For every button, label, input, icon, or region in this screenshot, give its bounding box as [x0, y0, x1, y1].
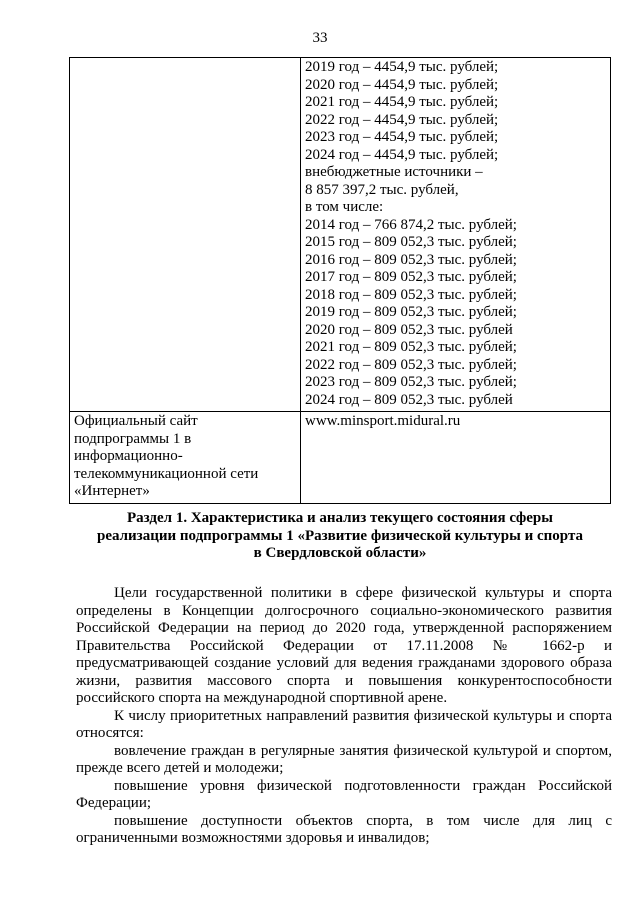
funding-line: 2020 год – 4454,9 тыс. рублей;	[305, 76, 499, 93]
funding-line: 2024 год – 4454,9 тыс. рублей;	[305, 146, 499, 163]
table-row	[70, 58, 611, 412]
section-heading-line: в Свердловской области»	[253, 545, 427, 561]
funding-line: 2015 год – 809 052,3 тыс. рублей;	[305, 234, 517, 250]
funding-line: 2019 год – 4454,9 тыс. рублей;	[305, 59, 499, 75]
paragraph: Цели государственной политики в сфере физической культуры и спорта определены в Концепции долгосрочного социально-экономического развития Российской Федерации на период до 2020 года, утвержденной распоряжением Правительства Российской Федерации от 17.11.2008 № 1662-р и предусматривающей создание условий для ведения гражданами здорового образа жизни, развития массового спорта и повышения конкурентоспособности российского спорта на международной спортивной арене.	[76, 585, 612, 706]
table-cell-empty	[70, 58, 301, 412]
funding-line: внебюджетные источники –	[305, 164, 483, 180]
section-heading	[70, 510, 610, 563]
website-label-line: телекоммуникационной сети	[74, 465, 259, 482]
table-row	[70, 412, 611, 504]
funding-line: 2019 год – 809 052,3 тыс. рублей;	[305, 304, 517, 320]
paragraph: вовлечение граждан в регулярные занятия физической культурой и спортом, прежде всего детей и молодежи;	[76, 742, 612, 776]
section-heading-line: Раздел 1. Характеристика и анализ текущего состояния сферы	[127, 510, 553, 526]
funding-line: 2020 год – 809 052,3 тыс. рублей	[305, 321, 513, 338]
website-label-line: подпрограммы 1 в	[74, 430, 192, 447]
funding-line: 2022 год – 809 052,3 тыс. рублей;	[305, 356, 517, 373]
body-text	[76, 585, 612, 848]
page-number: 33	[312, 30, 328, 46]
funding-line: 2021 год – 4454,9 тыс. рублей;	[305, 94, 499, 110]
website-url: www.minsport.midural.ru	[305, 413, 461, 429]
funding-line: 2021 год – 809 052,3 тыс. рублей;	[305, 339, 517, 355]
website-url-cell	[301, 412, 611, 504]
funding-amounts-cell	[301, 58, 611, 412]
funding-line: 2024 год – 809 052,3 тыс. рублей	[305, 391, 513, 408]
funding-table	[69, 57, 611, 504]
funding-line: 2014 год – 766 874,2 тыс. рублей;	[305, 216, 517, 233]
funding-line: 2023 год – 809 052,3 тыс. рублей;	[305, 374, 517, 390]
paragraph: повышение доступности объектов спорта, в том числе для лиц с ограниченными возможностями здоровья и инвалидов;	[76, 812, 612, 846]
website-label-cell	[70, 412, 301, 504]
funding-line: в том числе:	[305, 199, 384, 215]
funding-line: 2017 год – 809 052,3 тыс. рублей;	[305, 269, 517, 285]
website-label-line: информационно-	[74, 448, 183, 464]
paragraph: К числу приоритетных направлений развития физической культуры и спорта относятся:	[76, 707, 612, 741]
funding-line: 2022 год – 4454,9 тыс. рублей;	[305, 111, 499, 128]
paragraph: повышение уровня физической подготовленности граждан Российской Федерации;	[76, 777, 612, 811]
funding-line: 2018 год – 809 052,3 тыс. рублей;	[305, 286, 517, 303]
funding-line: 8 857 397,2 тыс. рублей,	[305, 181, 459, 198]
funding-line: 2016 год – 809 052,3 тыс. рублей;	[305, 251, 517, 268]
funding-line: 2023 год – 4454,9 тыс. рублей;	[305, 129, 499, 145]
website-label-line: «Интернет»	[74, 483, 150, 499]
website-label-line: Официальный сайт	[74, 413, 198, 429]
section-heading-line: реализации подпрограммы 1 «Развитие физической культуры и спорта	[96, 527, 583, 544]
